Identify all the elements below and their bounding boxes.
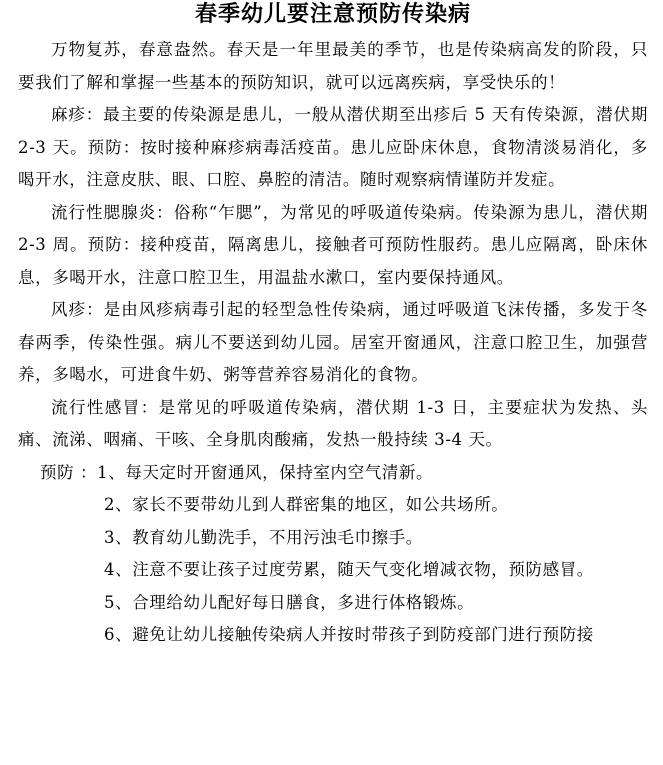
prevention-item: 3、教育幼儿勤洗手，不用污浊毛巾擦手。: [104, 527, 423, 547]
prevention-item: 4、注意不要让孩子过度劳累，随天气变化增减衣物，预防感冒。: [104, 560, 594, 579]
prevention-item: 6、避免让幼儿接触传染病人并按时带孩子到防疫部门进行预防接: [104, 625, 594, 644]
prevention-item: 5、合理给幼儿配好每日膳食，多进行体格锻炼。: [104, 592, 475, 612]
intro-paragraph: 万物复苏，春意盎然。春天是一年里最美的季节，也是传染病高发的阶段，只要我们了解和掌握一些基本的预防知识，就可以远离疾病，享受快乐的！: [18, 40, 648, 92]
measles-paragraph: 麻疹：最主要的传染源是患儿，一般从潜伏期至出疹后 5 天有传染源，潜伏期 2-3 天。预防：按时接种麻疹病毒活疫苗。患儿应卧床休息，食物清淡易消化，多喝开水，注意皮肤、眼、口腔、鼻腔的清洁。随时观察病情谨防并发症。: [18, 105, 648, 189]
prevention-heading: 预防 ：1、每天定时开窗通风，保持室内空气清新。: [40, 462, 434, 482]
prevention-list: [18, 457, 648, 652]
rubella-paragraph: 风疹：是由风疹病毒引起的轻型急性传染病，通过呼吸道飞沫传播，多发于冬春两季，传染性强。病儿不要送到幼儿园。居室开窗通风，注意口腔卫生，加强营养，多喝水，可进食牛奶、粥等营养容易消化的食物。: [18, 300, 648, 384]
document: [18, 2, 648, 652]
page-title: 春季幼儿要注意预防传染病: [194, 2, 471, 27]
prevention-item: 2、家长不要带幼儿到人群密集的地区，如公共场所。: [104, 495, 509, 514]
mumps-paragraph: 流行性腮腺炎：俗称“乍腮”，为常见的呼吸道传染病。传染源为患儿，潜伏期 2-3 周。预防：接种疫苗，隔离患儿，接触者可预防性服药。患儿应隔离，卧床休息，多喝开水，注意口腔卫生，用温盐水漱口，室内要保持通风。: [18, 202, 648, 287]
influenza-paragraph: 流行性感冒：是常见的呼吸道传染病，潜伏期 1-3 日，主要症状为发热、头痛、流涕、咽痛、干咳、全身肌肉酸痛，发热一般持续 3-4 天。: [18, 397, 648, 449]
